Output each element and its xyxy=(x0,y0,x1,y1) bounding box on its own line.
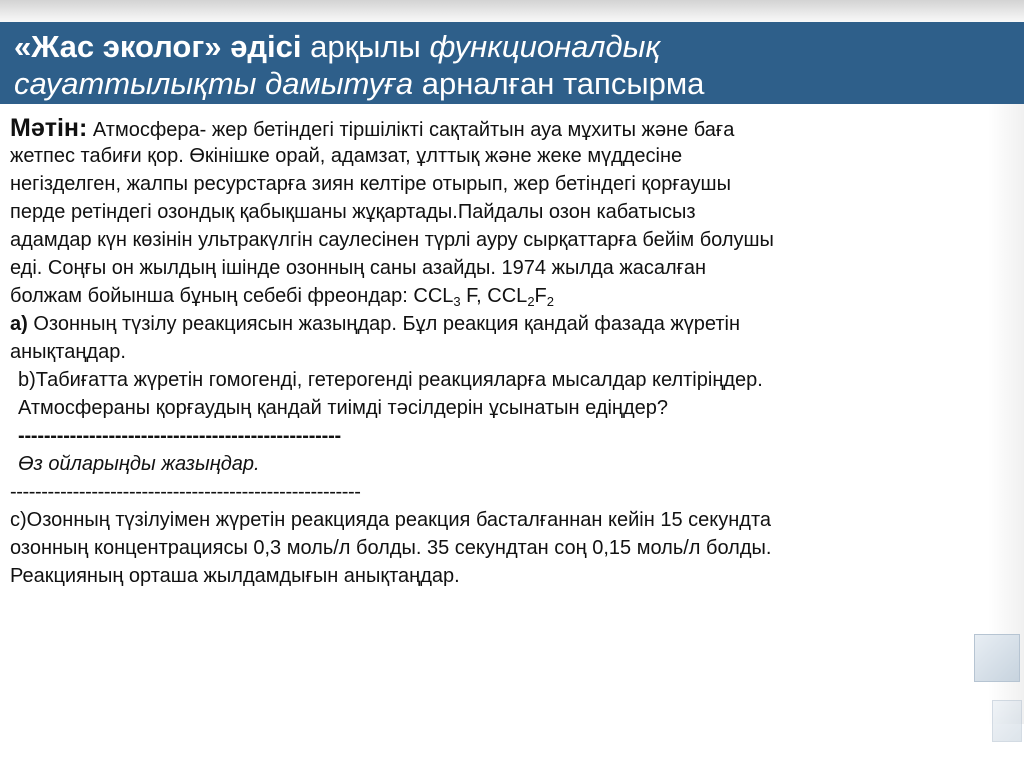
text-line-6: еді. Соңғы он жылдың ішінде озонның саны азайды. 1974 жылда жасалған xyxy=(10,257,707,279)
text-line-7 xyxy=(10,282,1000,310)
formula-mid: F, CCL xyxy=(460,285,528,307)
task-a-marker: а) xyxy=(10,313,28,335)
decorative-square-2 xyxy=(992,700,1022,742)
text-line-5: адамдар күн көзінін ультракүлгін саулесінен түрлі ауру сырқаттарға бейім болушы xyxy=(10,229,774,251)
title-literacy: сауаттылықты дамытуға xyxy=(14,66,414,101)
text-line-1: Атмосфера- жер бетіндегі тіршілікті сақтайтын ауа мұхиты және баға xyxy=(92,119,735,141)
task-a-text: Озонның түзілу реакциясын жазыңдар. Бұл реакция қандай фазада жүретін xyxy=(27,313,741,335)
title-functional: функционалдық xyxy=(429,29,661,64)
text-line xyxy=(10,114,1000,142)
write-thoughts-prompt: Өз ойларыңды жазыңдар. xyxy=(18,453,260,475)
formula-subscript-3: 2 xyxy=(546,294,554,309)
task-b-line-2: Атмосфераны қорғаудың қандай тиімді тәсілдерін ұсынатын едіңдер? xyxy=(18,397,669,419)
formula-subscript-1: 3 xyxy=(453,294,461,309)
title-band xyxy=(0,22,1024,104)
formula-subscript-2: 2 xyxy=(527,294,535,309)
text-line-4: перде ретіндегі озондық қабықшаны жұқартады.Пайдалы озон кабатысыз xyxy=(10,201,696,223)
task-c-line-2: озонның концентрациясы 0,3 моль/л болды. 35 секундтан соң 0,15 моль/л болды. xyxy=(10,537,772,559)
formula-prefix: болжам бойынша бұның себебі фреондар: CCL xyxy=(10,285,454,307)
text-line-2: жетпес табиғи қор. Өкінішке орай, адамзат, ұлттық және жеке мүддесіне xyxy=(10,145,683,167)
answer-dashes-thick: -------------------------------------------------- xyxy=(18,425,342,447)
answer-dashes-thin: -------------------------------------------------------- xyxy=(10,481,361,503)
title-method-name: «Жас эколог» әдісі xyxy=(14,29,302,64)
decorative-square xyxy=(974,634,1020,682)
task-b-line-1: b)Табиғатта жүретін гомогенді, гетерогенді реакцияларға мысалдар келтіріңдер. xyxy=(18,369,763,391)
task-a-line-2: анықтаңдар. xyxy=(10,341,126,363)
formula-f: F xyxy=(534,285,547,307)
task-c-line-1: с)Озонның түзілуімен жүретін реакцияда реакция басталғаннан кейін 15 секундта xyxy=(10,509,772,531)
task-c-line-3: Реакцияның орташа жылдамдығын анықтаңдар. xyxy=(10,565,460,587)
task-a-line-1 xyxy=(10,310,1000,338)
slide-title xyxy=(14,28,1014,102)
title-task: арналған тапсырма xyxy=(421,66,705,101)
text-label: Мәтін: xyxy=(10,114,88,142)
title-word: арқылы xyxy=(310,29,421,64)
slide-content xyxy=(10,114,1000,590)
text-line-3: негізделген, жалпы ресурстарға зиян келтіре отырып, жер бетіндегі қорғаушы xyxy=(10,173,731,195)
